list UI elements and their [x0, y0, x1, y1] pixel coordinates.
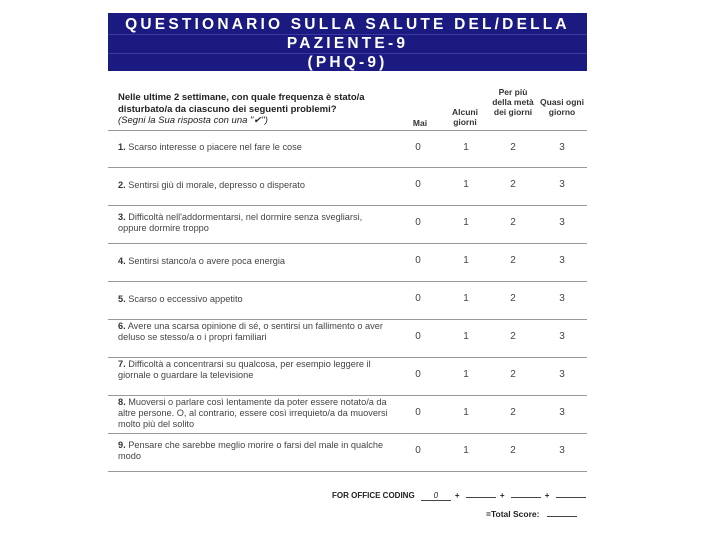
question-text	[118, 397, 388, 430]
column-header-piu-della-meta: Per più della metà dei giorni	[492, 87, 534, 117]
question-text	[118, 142, 388, 153]
question-number: 2.	[118, 179, 126, 190]
score-option[interactable]: 2	[510, 331, 516, 342]
question-label: Scarso o eccessivo appetito	[128, 293, 243, 304]
total-score-blank	[547, 516, 577, 517]
score-option[interactable]: 1	[463, 217, 469, 228]
title-line-1: QUESTIONARIO SULLA SALUTE DEL/DELLA	[108, 16, 587, 35]
score-option[interactable]: 2	[510, 217, 516, 228]
score-option[interactable]: 3	[559, 179, 565, 190]
question-text	[118, 180, 388, 191]
question-label: Sentirsi stanco/a o avere poca energia	[128, 255, 286, 266]
instructions	[118, 92, 365, 127]
question-text	[118, 256, 388, 267]
score-option[interactable]: 3	[559, 255, 565, 266]
score-option[interactable]: 2	[510, 179, 516, 190]
question-row	[108, 319, 587, 357]
score-option[interactable]: 1	[463, 369, 469, 380]
score-option[interactable]: 0	[415, 445, 421, 456]
question-row	[108, 243, 587, 281]
question-row	[108, 395, 587, 433]
score-option[interactable]: 3	[559, 217, 565, 228]
office-coding-col3	[511, 497, 541, 498]
question-row	[108, 357, 587, 395]
title-line-2: PAZIENTE-9	[108, 35, 587, 54]
score-option[interactable]: 3	[559, 331, 565, 342]
plus-sign: +	[454, 491, 460, 500]
score-option[interactable]: 1	[463, 255, 469, 266]
questionnaire-title-banner	[108, 13, 587, 71]
score-option[interactable]: 3	[559, 141, 565, 153]
question-label: Difficoltà nell'addormentarsi, nel dormire senza svegliarsi, oppure dormire troppo	[118, 212, 363, 233]
question-number: 6.	[118, 320, 126, 331]
question-number: 3.	[118, 212, 126, 222]
question-text	[118, 321, 388, 343]
plus-sign: +	[499, 491, 505, 500]
question-number: 1.	[118, 142, 126, 152]
score-option[interactable]: 0	[415, 407, 421, 418]
score-option[interactable]: 3	[559, 407, 565, 418]
score-option[interactable]: 3	[559, 293, 565, 304]
score-option[interactable]: 3	[559, 369, 565, 380]
question-number: 7.	[118, 358, 126, 369]
question-label: Sentirsi giù di morale, depresso o disperato	[128, 179, 305, 190]
score-option[interactable]: 1	[463, 331, 469, 342]
question-text	[118, 440, 388, 462]
question-number: 8.	[118, 396, 126, 407]
question-number: 4.	[118, 255, 126, 266]
question-label: Avere una scarsa opinione di sé, o sentirsi un fallimento o aver deluso se stesso/a o i propri familiari	[118, 320, 383, 342]
score-option[interactable]: 2	[510, 141, 516, 153]
score-option[interactable]: 2	[510, 445, 516, 456]
score-option[interactable]: 1	[463, 293, 469, 304]
score-option[interactable]: 1	[463, 179, 469, 190]
question-text	[118, 212, 388, 234]
score-option[interactable]: 0	[415, 255, 421, 266]
question-row	[108, 167, 587, 205]
score-option[interactable]: 1	[463, 141, 469, 153]
question-line-1: Nelle ultime 2 settimane, con quale frequenza è stato/a	[118, 92, 365, 103]
question-label: Muoversi o parlare così lentamente da poter essere notato/a da altre persone. O, al contrario, essere così irrequieto/a da muoversi molto più del solito	[118, 396, 388, 429]
question-label: Scarso interesse o piacere nel fare le cose	[128, 142, 302, 152]
column-header-quasi-ogni-giorno: Quasi ogni giorno	[540, 97, 584, 117]
office-coding-col4	[556, 497, 586, 498]
score-option[interactable]: 3	[559, 445, 565, 456]
question-number: 9.	[118, 440, 126, 450]
score-option[interactable]: 2	[510, 293, 516, 304]
office-coding	[332, 491, 590, 501]
row-divider	[108, 471, 587, 472]
question-label: Pensare che sarebbe meglio morire o farsi del male in qualche modo	[118, 440, 384, 461]
score-option[interactable]: 0	[415, 369, 421, 380]
score-option[interactable]: 1	[463, 407, 469, 418]
office-coding-col2	[466, 497, 496, 498]
score-option[interactable]: 0	[415, 293, 421, 304]
title-line-3: (PHQ-9)	[307, 54, 388, 71]
score-option[interactable]: 2	[510, 255, 516, 266]
question-text	[118, 359, 388, 381]
question-line-2: disturbato/a da ciascuno dei seguenti problemi?	[118, 103, 337, 115]
question-row	[108, 205, 587, 243]
instruction-text: (Segni la Sua risposta con una "✔")	[118, 115, 268, 126]
score-option[interactable]: 0	[415, 217, 421, 228]
score-option[interactable]: 2	[510, 407, 516, 418]
question-label: Difficoltà a concentrarsi su qualcosa, per esempio leggere il giornale o guardare la televisione	[118, 358, 371, 380]
question-row	[108, 130, 587, 167]
office-coding-col1: 0	[421, 491, 451, 501]
question-number: 5.	[118, 293, 126, 304]
question-row	[108, 433, 587, 471]
score-option[interactable]: 0	[415, 141, 421, 153]
total-score	[486, 509, 577, 519]
column-header-alcuni-giorni: Alcuni giorni	[452, 107, 478, 127]
score-option[interactable]: 0	[415, 179, 421, 190]
total-score-label: =Total Score:	[486, 509, 540, 519]
question-text	[118, 294, 388, 305]
office-coding-label: FOR OFFICE CODING	[332, 491, 415, 500]
score-option[interactable]: 1	[463, 445, 469, 456]
column-header-mai: Mai	[412, 118, 428, 128]
plus-sign: +	[544, 491, 550, 500]
question-row	[108, 281, 587, 319]
score-option[interactable]: 0	[415, 331, 421, 342]
score-option[interactable]: 2	[510, 369, 516, 380]
